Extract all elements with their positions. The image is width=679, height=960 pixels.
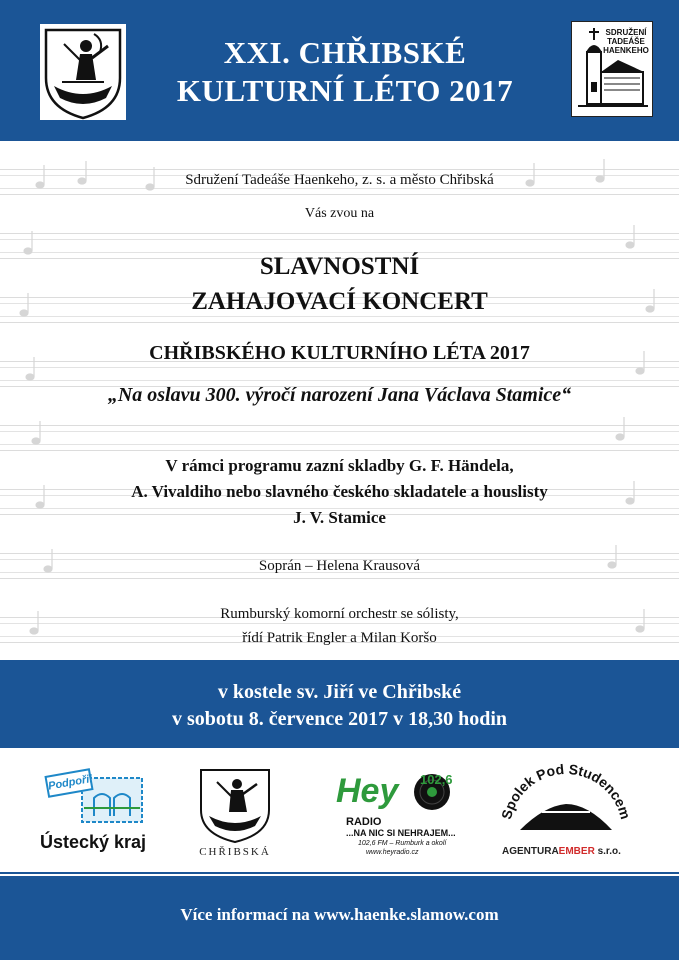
venue-datetime: v sobotu 8. července 2017 v 18,30 hodin <box>172 708 507 730</box>
hey-website: www.heyradio.cz <box>366 849 419 856</box>
hey-word: Hey <box>336 772 399 810</box>
orchestra-line1: Rumburský komorní orchestr se sólisty, <box>220 606 459 622</box>
church-logo-text <box>600 28 652 55</box>
podporil-badge: Podpořil <box>44 768 93 798</box>
agentura-name: EMBER <box>558 846 595 857</box>
hey-radio-label: RADIO <box>346 816 382 828</box>
crest-icon <box>40 24 126 120</box>
spolek-pod-studencem-logo <box>498 760 634 866</box>
program-line2: A. Vivaldiho nebo slavného českého skladatele a houslisty <box>131 482 548 501</box>
sdruzeni-haenkeho-logo <box>571 21 653 117</box>
ustecky-kraj-label: Ústecký kraj <box>39 832 147 852</box>
mountain-icon <box>498 760 634 846</box>
crest-icon <box>195 766 275 844</box>
program-line3: J. V. Stamice <box>293 508 386 527</box>
festival-title-line2: KULTURNÍ LÉTO 2017 <box>176 73 514 108</box>
venue-place: v kostele sv. Jiří ve Chřibské <box>217 681 462 703</box>
spolek-arc-textpath: Spolek Pod Studencem <box>498 760 634 821</box>
orchestra-line2: řídí Patrik Engler a Milan Koršo <box>242 630 437 646</box>
concert-subtitle: CHŘIBSKÉHO KULTURNÍHO LÉTA 2017 <box>149 342 530 364</box>
festival-title <box>130 34 560 110</box>
festival-title-line1: XXI. CHŘIBSKÉ <box>223 35 467 70</box>
venue-band <box>0 660 679 748</box>
concert-motto: „Na oslavu 300. výročí narození Jana Václava Stamice“ <box>107 384 572 406</box>
more-info-text: Více informací na www.haenke.slamow.com <box>180 905 499 924</box>
agentura-prefix: AGENTURA <box>502 846 559 857</box>
hey-slogan: ...NA NIC SI NEHRAJEM... <box>346 828 456 838</box>
concert-title-line1: SLAVNOSTNÍ <box>259 253 420 280</box>
hey-radio-logo <box>328 766 458 860</box>
church-logo-text-line3: HAENKEHO <box>603 46 649 55</box>
soprano-line: Soprán – Helena Krausová <box>258 558 421 574</box>
church-logo-text-line2: TADEÁŠE <box>607 37 645 46</box>
chribska-label: CHŘIBSKÁ <box>199 846 271 858</box>
chribska-crest-logo <box>40 24 126 120</box>
hey-frequency: 102,6 <box>420 772 453 787</box>
concert-title-line2: ZAHAJOVACÍ KONCERT <box>191 288 488 315</box>
footer-divider <box>0 872 679 874</box>
invites-line: Vás zvou na <box>304 206 375 221</box>
hey-frequency-area: 102,6 FM – Rumburk a okolí <box>358 840 447 847</box>
ustecky-kraj-logo <box>38 772 148 862</box>
program-line1: V rámci programu zazní skladby G. F. Händela, <box>165 456 514 475</box>
chribska-town-logo <box>195 766 275 862</box>
agentura-suffix: s.r.o. <box>594 846 621 857</box>
agentura-ember-logo <box>502 846 621 857</box>
church-logo-text-line1: SDRUŽENÍ <box>605 28 647 37</box>
organizers-line: Sdružení Tadeáše Haenkeho, z. s. a město Chřibská <box>185 172 494 188</box>
header-band <box>0 0 679 138</box>
